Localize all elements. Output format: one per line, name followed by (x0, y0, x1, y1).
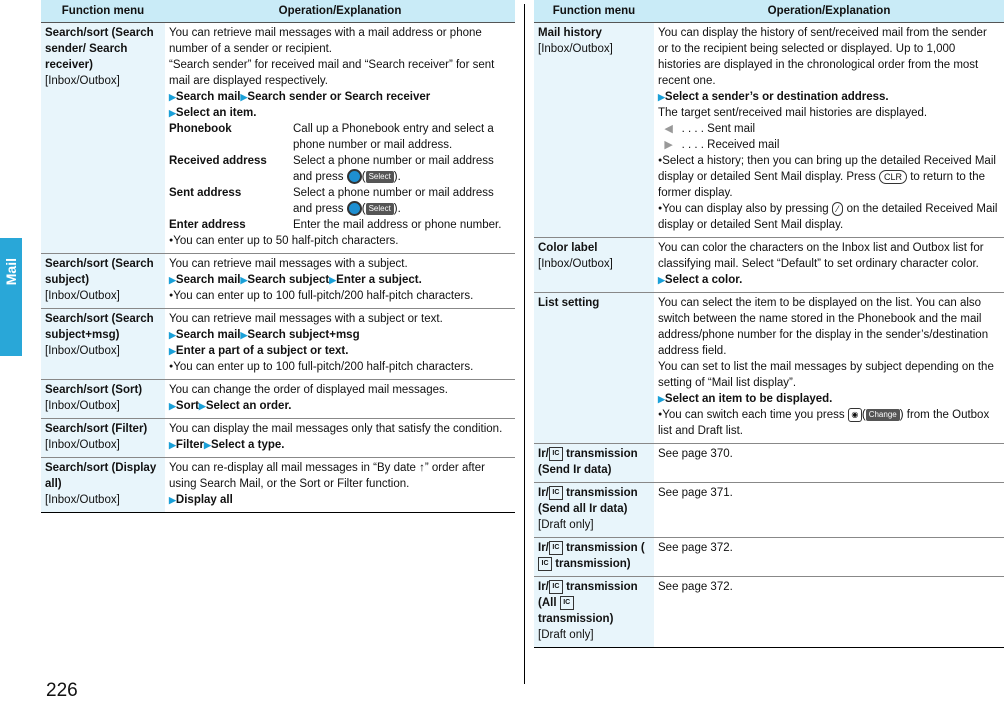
description: You can retrieve mail messages with a mail address or phone number of a sender or recipient. (169, 27, 482, 55)
note: ● You can enter up to 100 full-pitch/200 half-pitch characters. (169, 288, 511, 304)
step-arrow-icon: ▶ (198, 401, 206, 412)
function-cell (534, 23, 654, 238)
step: Display all (175, 494, 233, 507)
description: You can retrieve mail messages with a subject or text. (169, 313, 443, 326)
description: You can retrieve mail messages with a subject. (169, 258, 408, 271)
column-divider (524, 4, 525, 684)
operation-cell (654, 577, 1004, 648)
step-arrow-icon: ▶ (169, 401, 176, 412)
operation-cell (654, 444, 1004, 483)
description: You can display the mail messages only that satisfy the condition. (169, 423, 503, 436)
step: Search mail (175, 274, 241, 287)
ic-icon: IC (549, 541, 563, 555)
step-arrow-icon: ▶ (658, 275, 665, 286)
table-row (534, 483, 1004, 538)
function-scope: [Inbox/Outbox] (45, 75, 120, 87)
function-scope: [Draft only] (538, 519, 594, 532)
function-title: Ir/ IC transmission (Send Ir data) (538, 448, 638, 477)
step: Filter (175, 439, 205, 452)
ic-icon: IC (549, 486, 563, 500)
function-cell (534, 577, 654, 648)
description: You can select the item to be displayed on the list. You can also switch between the name stored in the Phonebook and the mail address/phone number for the display in the sender’s/destination address field. (658, 297, 989, 358)
step-arrow-icon: ▶ (169, 346, 176, 357)
function-cell (41, 458, 165, 513)
function-title: Ir/ IC transmission (Send all Ir data) (538, 487, 638, 516)
table-row (41, 419, 515, 458)
arrow-left-icon: ◀ (664, 123, 673, 135)
table-header (534, 0, 1004, 23)
operation-cell (654, 293, 1004, 444)
note: ● Select a history; then you can bring up the detailed Received Mail display or detailed Sent Mail display. Press CLR to return to the former display. (658, 153, 1000, 201)
step-arrow-icon: ▶ (658, 394, 665, 405)
step: Enter a subject. (336, 274, 422, 287)
operation-cell (654, 483, 1004, 538)
function-cell (534, 538, 654, 577)
arrow-right-icon: ▶ (664, 139, 673, 151)
left-function-table (41, 0, 515, 513)
option-item: Received address Select a phone number or mail address and press ( Select ). (169, 155, 494, 183)
function-cell (534, 293, 654, 444)
step: Enter a part of a subject or text. (175, 345, 349, 358)
table-row (534, 293, 1004, 444)
table-row (534, 577, 1004, 648)
clr-key-icon: CLR (879, 170, 907, 184)
function-cell (41, 419, 165, 458)
legend-item: ▶ . . . . Received mail (664, 139, 780, 151)
function-cell (534, 444, 654, 483)
table-row (41, 23, 515, 254)
function-title: Color label (538, 242, 598, 255)
option-value: Enter the mail address or phone number. (293, 219, 502, 231)
step: Select an item. (175, 107, 257, 119)
page-reference: See page 372. (658, 542, 733, 555)
step: Select an order. (205, 400, 292, 413)
table-row (534, 538, 1004, 577)
center-key-icon (347, 169, 362, 184)
step-arrow-icon: ▶ (329, 275, 337, 286)
table-row (41, 380, 515, 419)
page-reference: See page 370. (658, 448, 733, 461)
function-title: Ir/ IC transmission (IC transmission) (538, 542, 645, 571)
note: ● You can display also by pressing ⁄ on the detailed Received Mail display or detailed Sent Mail display. (658, 201, 1000, 233)
operation-cell (165, 23, 515, 254)
page-number: 226 (46, 680, 78, 701)
function-scope: [Inbox/Outbox] (45, 400, 120, 413)
select-softkey: Select (366, 203, 394, 215)
function-scope: [Inbox/Outbox] (45, 439, 120, 452)
step-arrow-icon: ▶ (169, 92, 176, 102)
function-cell (534, 238, 654, 293)
table-header (41, 0, 515, 23)
note: ● You can enter up to 50 half-pitch characters. (169, 233, 511, 249)
header-operation: Operation/Explanation (654, 0, 1004, 23)
step-arrow-icon: ▶ (240, 92, 248, 102)
function-title: Search/sort (Filter) (45, 423, 148, 436)
note: ● You can switch each time you press ◉ ( Change ) from the Outbox list and Draft list. (658, 407, 1000, 439)
description: The target sent/received mail histories are displayed. (658, 107, 928, 119)
description: You can set to list the mail messages by subject depending on the setting of “Mail list display”. (658, 361, 994, 390)
operation-cell (654, 23, 1004, 238)
option-value: Select a phone number or mail address and press (293, 187, 494, 215)
function-scope: [Draft only] (538, 629, 594, 642)
table-row (41, 309, 515, 380)
header-operation: Operation/Explanation (165, 0, 515, 23)
function-cell (534, 483, 654, 538)
operation-cell (165, 309, 515, 380)
select-softkey: Select (366, 171, 394, 183)
table-row (534, 444, 1004, 483)
step: Select a color. (664, 274, 743, 287)
step: Select a type. (210, 439, 285, 452)
camera-key-icon: ◉ (848, 408, 862, 422)
note: ● You can enter up to 100 full-pitch/200 half-pitch characters. (169, 359, 511, 375)
function-cell (41, 254, 165, 309)
step-arrow-icon: ▶ (169, 495, 176, 506)
function-scope: [Inbox/Outbox] (538, 43, 613, 55)
step-arrow-icon: ▶ (169, 108, 176, 118)
option-key: Enter address (169, 219, 246, 231)
function-title: Search/sort (Search subject+msg) (45, 313, 154, 342)
step-arrow-icon: ▶ (169, 440, 176, 451)
function-scope: [Inbox/Outbox] (45, 494, 120, 507)
option-key: Phonebook (169, 123, 232, 135)
function-title: Search/sort (Display all) (45, 462, 157, 491)
function-title: Search/sort (Search sender/ Search receiver) (45, 27, 154, 71)
function-cell (41, 380, 165, 419)
option-item (169, 121, 511, 153)
right-function-table (534, 0, 1004, 648)
step-arrow-icon: ▶ (169, 330, 176, 341)
step: Search mail (175, 329, 241, 342)
step-arrow-icon: ▶ (204, 440, 211, 451)
header-function: Function menu (534, 0, 654, 23)
ic-icon: IC (560, 596, 574, 610)
function-title: Mail history (538, 27, 602, 39)
function-scope: [Inbox/Outbox] (538, 258, 613, 271)
function-title: Search/sort (Sort) (45, 384, 143, 397)
step: Search subject (247, 274, 330, 287)
ic-icon: IC (538, 557, 552, 571)
function-scope: [Inbox/Outbox] (45, 290, 120, 303)
description: You can re-display all mail messages in “By date ↑” order after using Search Mail, or the Sort or Filter function. (169, 462, 485, 491)
option-key: Sent address (169, 187, 242, 199)
page-reference: See page 372. (658, 581, 733, 594)
table-row (41, 458, 515, 513)
step: Select an item to be displayed. (664, 393, 833, 406)
step: Select a sender’s or destination address. (664, 91, 889, 103)
description: You can color the characters on the Inbox list and Outbox list for classifying mail. Select “Default” to set ordinary character color. (658, 242, 984, 271)
ic-icon: IC (549, 447, 563, 461)
step-arrow-icon: ▶ (240, 275, 248, 286)
step-arrow-icon: ▶ (658, 92, 665, 102)
step: Search mail (175, 91, 241, 103)
description: You can change the order of displayed mail messages. (169, 384, 448, 397)
change-softkey: Change (866, 409, 900, 421)
page-reference: See page 371. (658, 487, 733, 500)
function-title: Search/sort (Search subject) (45, 258, 154, 287)
description: You can display the history of sent/received mail from the sender or to the recipient being selected or displayed. Up to 1,000 histories are displayed in the chronological order from the most recent one. (658, 27, 987, 87)
option-key: Received address (169, 155, 267, 167)
slash-key-icon: ⁄ (832, 202, 844, 216)
section-tab-label: Mail (3, 258, 19, 286)
operation-cell (654, 538, 1004, 577)
operation-cell (165, 419, 515, 458)
table-row (41, 254, 515, 309)
section-tab (0, 238, 22, 356)
option-value: Call up a Phonebook entry and select a phone number or mail address. (293, 123, 494, 151)
step: Sort (175, 400, 199, 413)
table-row (534, 23, 1004, 238)
option-item (169, 217, 511, 233)
step: Search subject+msg (247, 329, 360, 342)
option-value: Select a phone number or mail address and press (293, 155, 494, 183)
operation-cell (654, 238, 1004, 293)
ic-icon: IC (549, 580, 563, 594)
center-key-icon (347, 201, 362, 216)
description: “Search sender” for received mail and “Search receiver” for sent mail are displayed respectively. (169, 59, 495, 87)
header-function: Function menu (41, 0, 165, 23)
step-arrow-icon: ▶ (169, 275, 176, 286)
step-arrow-icon: ▶ (240, 330, 248, 341)
function-title: Ir/ IC transmission (All IC transmission) (538, 581, 638, 626)
option-item: Sent address Select a phone number or mail address and press ( Select ). (169, 187, 494, 215)
function-title: List setting (538, 297, 600, 310)
table-row (534, 238, 1004, 293)
step: Search sender or Search receiver (247, 91, 431, 103)
function-cell (41, 23, 165, 254)
operation-cell (165, 380, 515, 419)
legend-item: ◀ . . . . Sent mail (664, 123, 756, 135)
function-cell (41, 309, 165, 380)
function-scope: [Inbox/Outbox] (45, 345, 120, 358)
operation-cell (165, 254, 515, 309)
operation-cell (165, 458, 515, 513)
